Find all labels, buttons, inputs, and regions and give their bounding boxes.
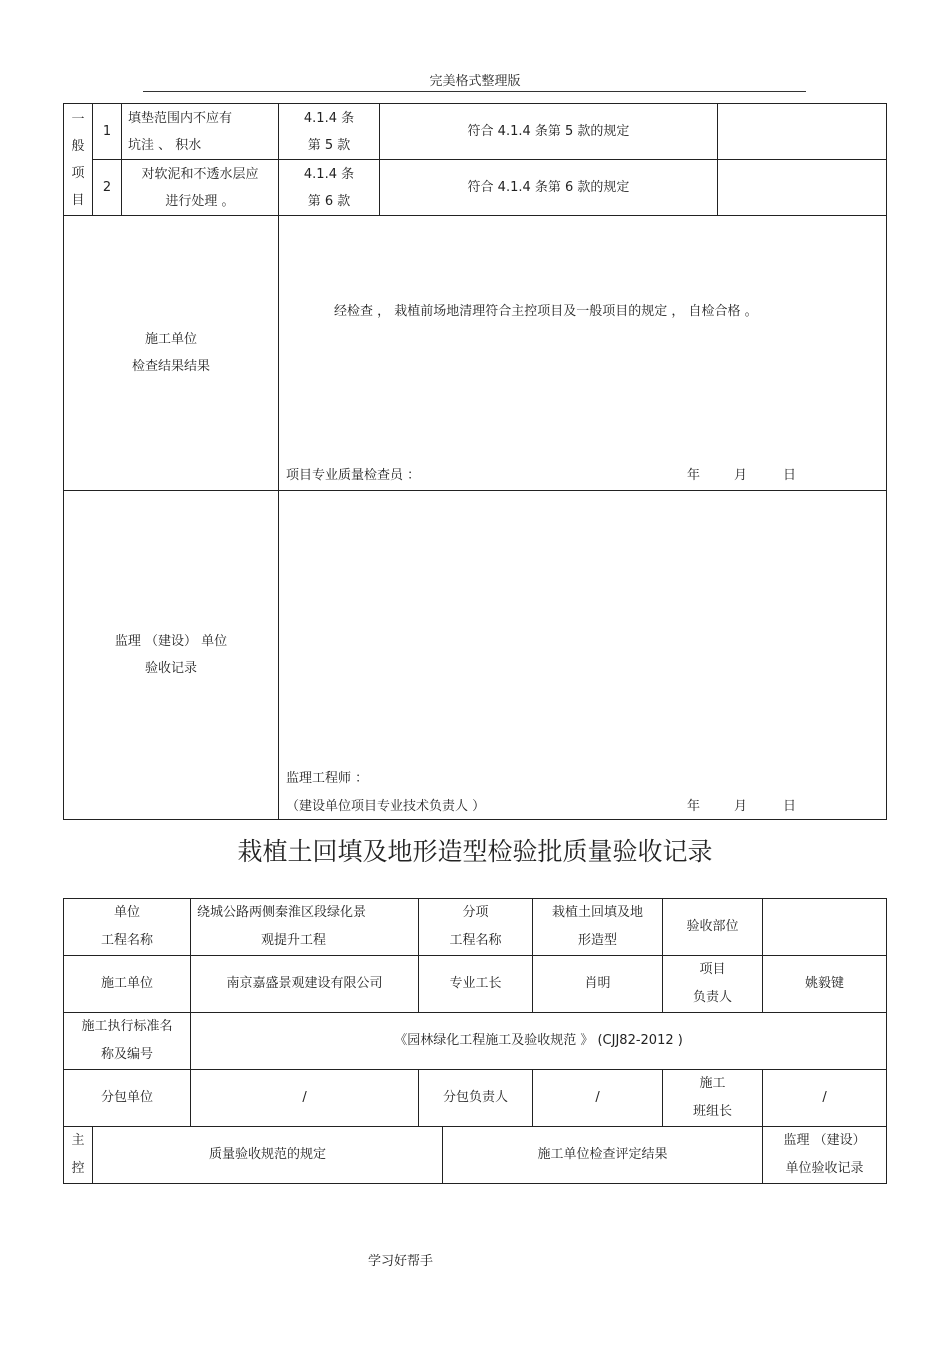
- item-clause: 4.1.4 条 第 5 款: [279, 104, 380, 160]
- check-result-label: 施工单位检查评定结果: [443, 1127, 763, 1184]
- general-items-section-label: 一 般 项 目: [64, 104, 93, 216]
- acceptance-part-label: 验收部位: [663, 899, 763, 956]
- sub-manager-label: 分包负责人: [419, 1070, 533, 1127]
- subcontractor-label: 分包单位: [64, 1070, 191, 1127]
- subcontractor-value: /: [191, 1070, 419, 1127]
- page-footer: 学习好帮手: [368, 1254, 434, 1269]
- date-year: 年: [687, 799, 701, 814]
- supervision-record-content: [279, 491, 887, 820]
- team-leader-value: /: [763, 1070, 887, 1127]
- item-result: 符合 4.1.4 条第 6 款的规定: [380, 160, 718, 216]
- foreman-value: 肖明: [533, 956, 663, 1013]
- standard-value: 《园林绿化工程施工及验收规范 》 (CJJ82-2012 ): [191, 1013, 887, 1070]
- date-day: 日: [783, 468, 797, 483]
- item-supervision: [718, 104, 887, 160]
- date-month: 月: [734, 799, 748, 814]
- main-control-label: 主 控: [64, 1127, 93, 1184]
- item-requirement: 对软泥和不透水层应 进行处理 。: [122, 160, 279, 216]
- contractor-value: 南京嘉盛景观建设有限公司: [191, 956, 419, 1013]
- item-number: 2: [93, 160, 122, 216]
- sub-manager-value: /: [533, 1070, 663, 1127]
- team-leader-label: 施工 班组长: [663, 1070, 763, 1127]
- date-month: 月: [734, 468, 748, 483]
- supervision-record-label: 监理 （建设） 单位 验收记录: [64, 491, 279, 820]
- supervision-acceptance-label: 监理 （建设） 单位验收记录: [763, 1127, 887, 1184]
- check-conclusion: 经检查 ， 栽植前场地清理符合主控项目及一般项目的规定 ， 自检合格 。: [334, 304, 758, 319]
- acceptance-form-table: [63, 898, 887, 1184]
- project-manager-value: 姚毅键: [763, 956, 887, 1013]
- date-day: 日: [783, 799, 797, 814]
- item-clause: 4.1.4 条 第 6 款: [279, 160, 380, 216]
- supervision-engineer-label: 监理工程师 ：: [286, 771, 369, 786]
- foreman-label: 专业工长: [419, 956, 533, 1013]
- construction-check-content: [279, 216, 887, 491]
- item-result: 符合 4.1.4 条第 5 款的规定: [380, 104, 718, 160]
- item-number: 1: [93, 104, 122, 160]
- unit-project-label: 单位 工程名称: [64, 899, 191, 956]
- unit-project-value: 绕城公路两侧秦淮区段绿化景 观提升工程: [191, 899, 419, 956]
- acceptance-part-value: [763, 899, 887, 956]
- standard-label: 施工执行标准名 称及编号: [64, 1013, 191, 1070]
- sub-project-value: 栽植土回填及地 形造型: [533, 899, 663, 956]
- sub-project-label: 分项 工程名称: [419, 899, 533, 956]
- owner-tech-lead-label: （建设单位项目专业技术负责人 ）: [286, 799, 486, 814]
- contractor-label: 施工单位: [64, 956, 191, 1013]
- item-requirement: 填垫范围内不应有 坑洼 、 积水: [122, 104, 279, 160]
- project-manager-label: 项目 负责人: [663, 956, 763, 1013]
- quality-inspector-label: 项目专业质量检查员 ：: [286, 468, 421, 483]
- page-header: 完美格式整理版: [429, 74, 521, 89]
- date-year: 年: [687, 468, 701, 483]
- header-divider: [143, 91, 806, 92]
- construction-check-label: 施工单位 检查结果结果: [64, 216, 279, 491]
- form-title: 栽植土回填及地形造型检验批质量验收记录: [237, 837, 713, 866]
- general-items-table: [63, 103, 887, 820]
- spec-requirement-label: 质量验收规范的规定: [93, 1127, 443, 1184]
- item-supervision: [718, 160, 887, 216]
